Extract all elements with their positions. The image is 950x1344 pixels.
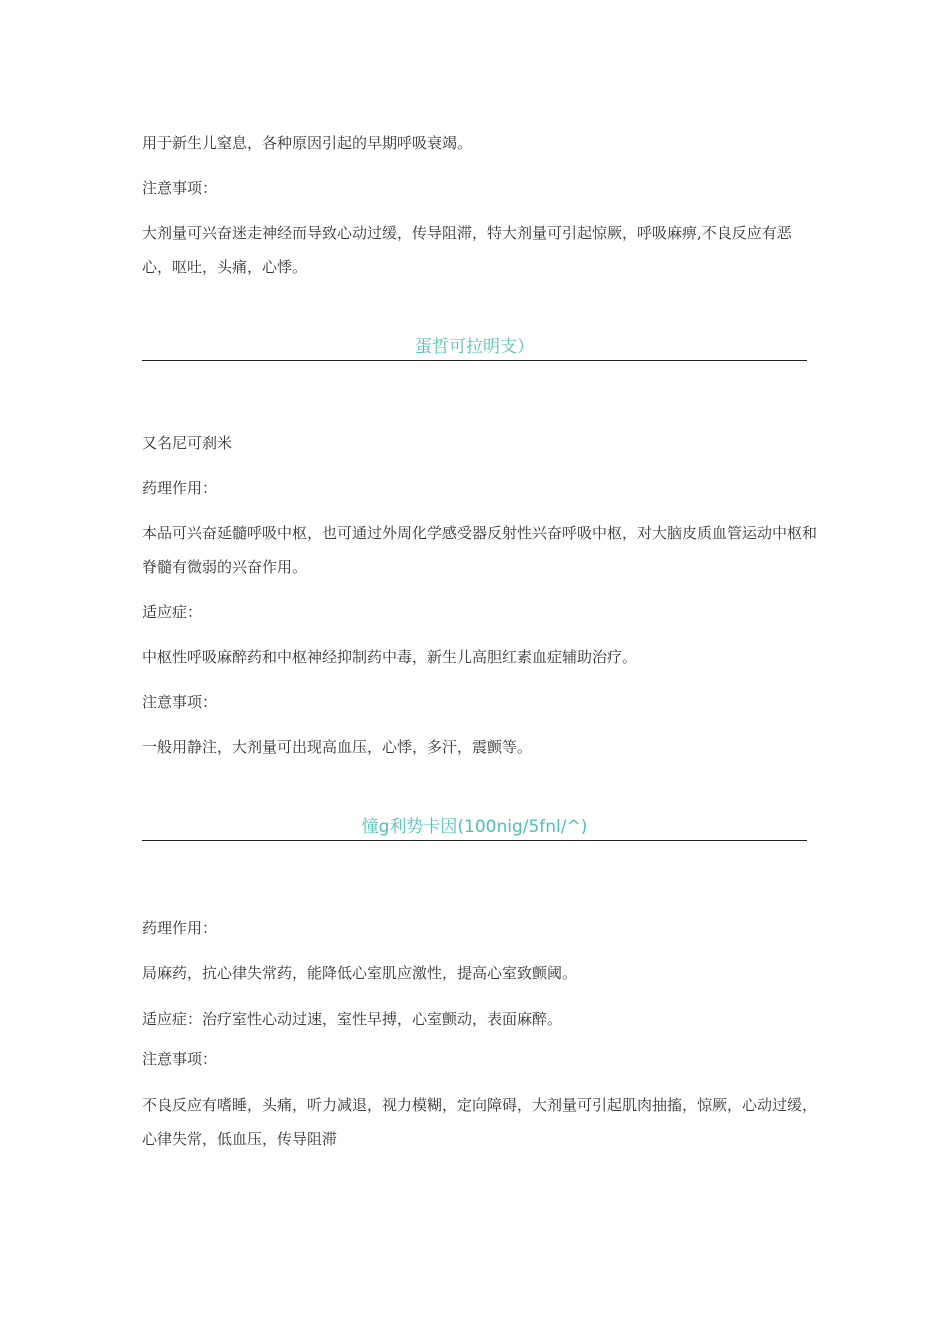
paragraph-pharmacology-text: 局麻药，抗心律失常药，能降低心室肌应激性，提高心室致颤阈。: [142, 964, 578, 982]
paragraph-pharmacology-label: 药理作用：: [142, 479, 218, 497]
paragraph-precautions-label: 注意事项：: [142, 179, 218, 197]
paragraph-indication-text: 用于新生儿窒息，各种原因引起的早期呼吸衰竭。: [142, 134, 473, 152]
paragraph-precautions-label: 注意事项：: [142, 1050, 218, 1068]
paragraph-pharmacology-text: 本品可兴奋延髓呼吸中枢，也可通过外周化学感受器反射性兴奋呼吸中枢，对大脑皮质血管运动中枢和脊髓有微弱的兴奋作用。: [142, 524, 818, 576]
paragraph-precautions-text: 不良反应有嗜睡，头痛，听力减退，视力模糊，定向障碍，大剂量可引起肌肉抽搐，惊厥，心动过缓，心律失常，低血压，传导阻滞: [142, 1096, 818, 1148]
paragraph-precautions-label: 注意事项：: [142, 693, 218, 711]
paragraph-precautions-text: 一般用静注，大剂量可出现高血压，心悸，多汗，震颤等。: [142, 738, 533, 756]
paragraph-indication-text: 中枢性呼吸麻醉药和中枢神经抑制药中毒，新生儿高胆红素血症辅助治疗。: [142, 648, 638, 666]
paragraph-precautions-text: 大剂量可兴奋迷走神经而导致心动过缓，传导阻滞，特大剂量可引起惊厥，呼吸麻痹,不良反应有恶心，呕吐，头痛，心悸。: [142, 224, 792, 276]
section-heading-nikethamide: 蛋哲可拉明支）: [142, 336, 807, 361]
paragraph-indication-label: 适应症：: [142, 603, 203, 621]
paragraph-indication: 适应症：治疗室性心动过速，室性早搏，心室颤动，表面麻醉。: [142, 1010, 563, 1028]
paragraph-pharmacology-label: 药理作用：: [142, 919, 218, 937]
paragraph-alias: 又名尼可刹米: [142, 434, 233, 452]
section-heading-lidocaine: 憧g利势卡因(100nig/5fnl/^): [142, 816, 807, 841]
